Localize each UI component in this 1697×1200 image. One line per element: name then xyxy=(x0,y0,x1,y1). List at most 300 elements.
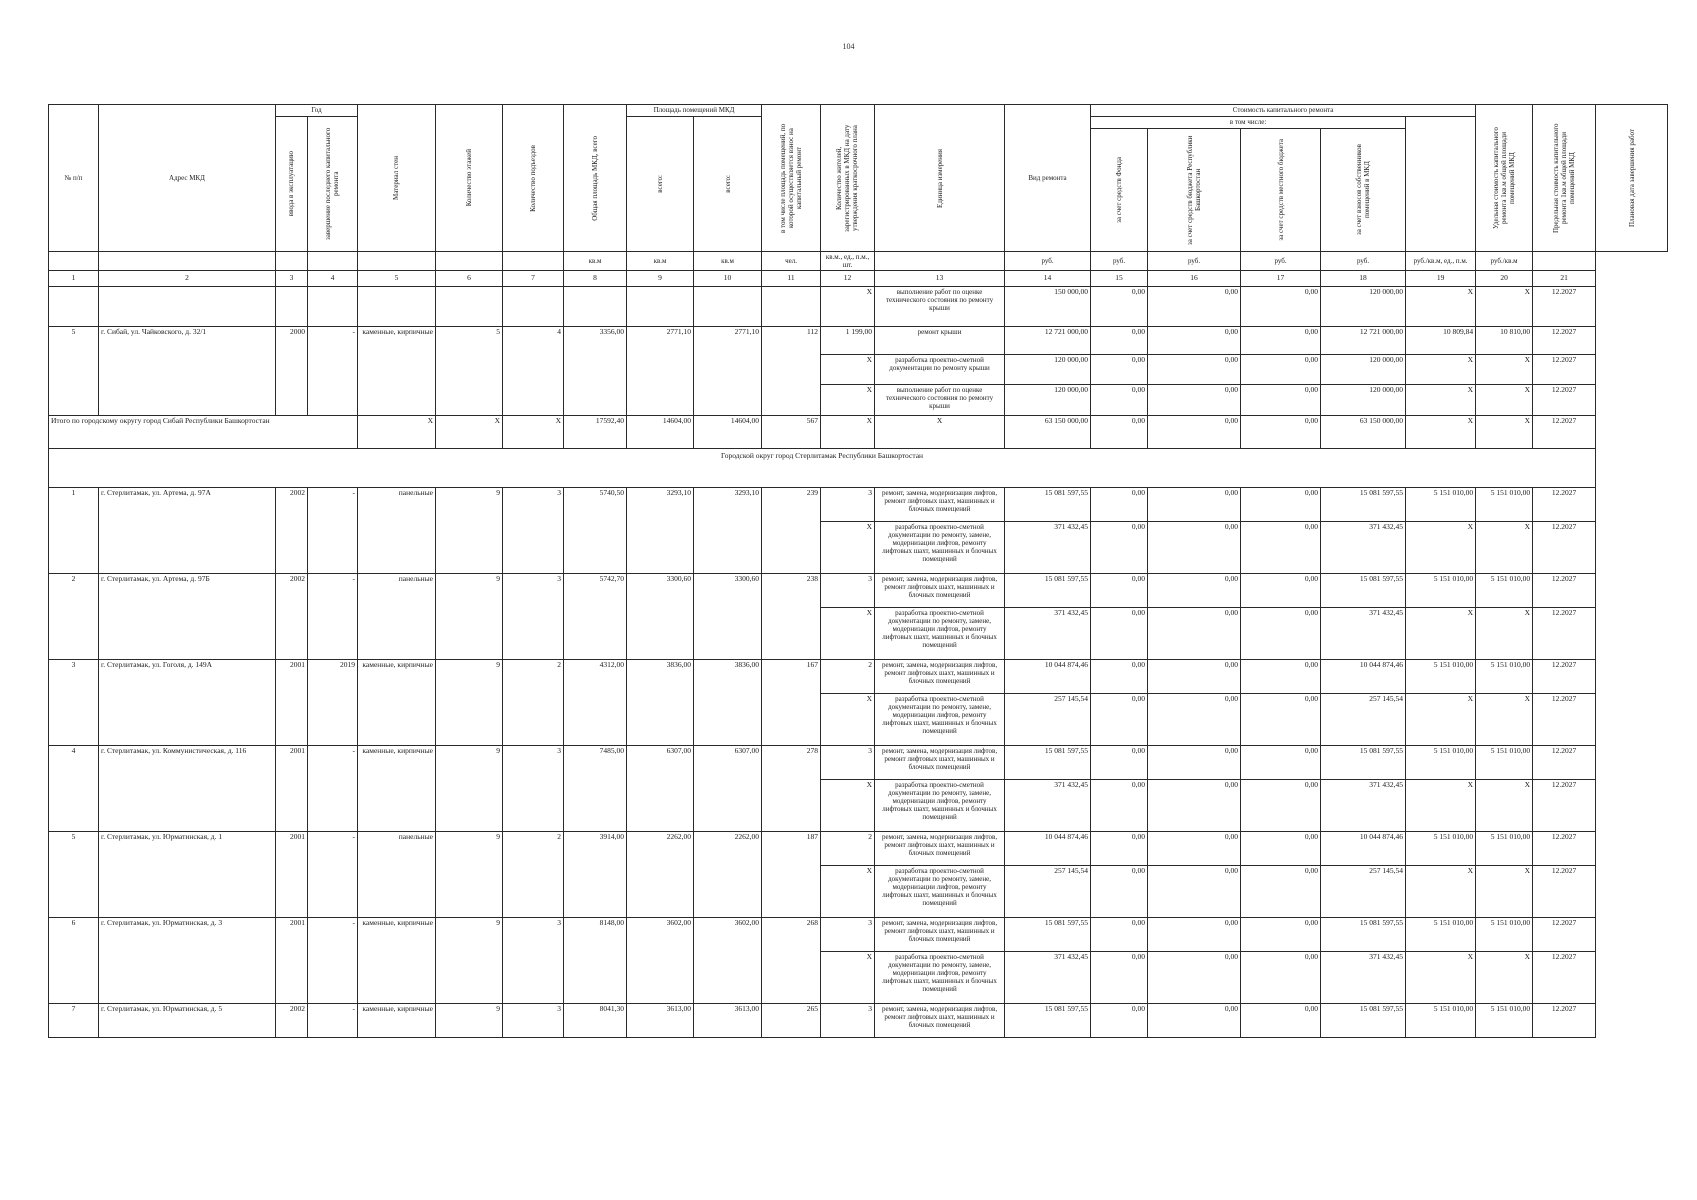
header-entrances: Количество подъездов xyxy=(503,105,564,252)
residents: 238 xyxy=(762,574,821,660)
total-wall: X xyxy=(358,416,436,449)
last-repair-year: - xyxy=(308,918,358,1004)
unit-cell: руб. xyxy=(1241,252,1321,271)
residents: 268 xyxy=(762,918,821,1004)
repair-type: разработка проектно-сметной документации по ремонту, замене, модернизации лифтов, ремонту лифтовых шахт, машинных и блочных помещений xyxy=(875,866,1005,918)
cost-republic: 0,00 xyxy=(1148,488,1241,522)
header-owners: за счет взносов собственников помещений в МКД xyxy=(1321,129,1406,252)
cost-fund: 0,00 xyxy=(1091,385,1148,416)
cost-republic: 0,00 xyxy=(1148,355,1241,385)
wall-material: каменные, кирпичные xyxy=(358,918,436,1004)
specific-cost: 5 151 010,00 xyxy=(1406,1004,1476,1038)
cost-local: 0,00 xyxy=(1241,746,1321,780)
cost-total: 257 145,54 xyxy=(1005,694,1091,746)
unit-value: X xyxy=(821,780,875,832)
cost-republic: 0,00 xyxy=(1148,694,1241,746)
cost-republic: 0,00 xyxy=(1148,385,1241,416)
plan-date: 12.2027 xyxy=(1533,780,1596,832)
unit-value: X xyxy=(821,355,875,385)
cost-republic: 0,00 xyxy=(1148,1004,1241,1038)
row-number: 4 xyxy=(49,746,99,832)
unit-cell: руб./кв.м, ед., п.м. xyxy=(1406,252,1476,271)
cost-republic: 0,00 xyxy=(1148,522,1241,574)
total-mb: 0,00 xyxy=(1241,416,1321,449)
cost-local: 0,00 xyxy=(1241,385,1321,416)
area-fee: 3836,00 xyxy=(694,660,762,746)
wall-material: каменные, кирпичные xyxy=(358,327,436,416)
cost-total: 371 432,45 xyxy=(1005,608,1091,660)
table-row xyxy=(49,832,1668,866)
area-all: 3602,00 xyxy=(627,918,694,1004)
column-number-cell: 21 xyxy=(1533,271,1596,287)
cost-local: 0,00 xyxy=(1241,832,1321,866)
max-cost: X xyxy=(1476,608,1533,660)
plan-date: 12.2027 xyxy=(1533,574,1596,608)
max-cost: X xyxy=(1476,780,1533,832)
column-number-cell: 12 xyxy=(821,271,875,287)
cost-total: 10 044 874,46 xyxy=(1005,660,1091,694)
cost-owners: 120 000,00 xyxy=(1321,287,1406,327)
floors: 9 xyxy=(436,660,503,746)
cost-owners: 257 145,54 xyxy=(1321,866,1406,918)
cost-republic: 0,00 xyxy=(1148,866,1241,918)
max-cost: 10 810,00 xyxy=(1476,327,1533,355)
cost-total: 15 081 597,55 xyxy=(1005,918,1091,952)
unit-value: X xyxy=(821,694,875,746)
cost-owners: 15 081 597,55 xyxy=(1321,1004,1406,1038)
last-repair-year: - xyxy=(308,327,358,416)
header-local-budget: за счет средств местного бюджета xyxy=(1241,129,1321,252)
unit-cell xyxy=(1533,252,1596,271)
cost-total: 371 432,45 xyxy=(1005,780,1091,832)
specific-cost: X xyxy=(1406,608,1476,660)
header-cost-total: всего: xyxy=(694,117,762,252)
cost-total: 371 432,45 xyxy=(1005,952,1091,1004)
row-number: 7 xyxy=(49,1004,99,1038)
column-number-cell: 16 xyxy=(1148,271,1241,287)
cost-owners: 12 721 000,00 xyxy=(1321,327,1406,355)
page-number: 104 xyxy=(842,42,855,51)
total-spec: X xyxy=(1406,416,1476,449)
column-number-cell: 15 xyxy=(1091,271,1148,287)
column-number-cell: 5 xyxy=(358,271,436,287)
cost-republic: 0,00 xyxy=(1148,952,1241,1004)
unit-value: X xyxy=(821,608,875,660)
total-area_all: 14604,00 xyxy=(627,416,694,449)
header-area-group: Площадь помещений МКД xyxy=(627,105,762,117)
cost-fund: 0,00 xyxy=(1091,287,1148,327)
cost-local: 0,00 xyxy=(1241,694,1321,746)
unit-cell: руб. xyxy=(1005,252,1091,271)
column-number-cell: 1 xyxy=(49,271,99,287)
table-row xyxy=(49,918,1668,952)
cost-fund: 0,00 xyxy=(1091,694,1148,746)
last-repair-year: - xyxy=(308,574,358,660)
total-area_fee: 14604,00 xyxy=(694,416,762,449)
column-number-cell: 8 xyxy=(564,271,627,287)
specific-cost: 5 151 010,00 xyxy=(1406,918,1476,952)
empty-cell xyxy=(436,287,503,327)
total-unit: X xyxy=(821,416,875,449)
column-number-cell: 7 xyxy=(503,271,564,287)
cost-owners: 15 081 597,55 xyxy=(1321,488,1406,522)
specific-cost: X xyxy=(1406,866,1476,918)
entrances: 3 xyxy=(503,746,564,832)
repair-plan-sheet xyxy=(48,104,1668,1038)
cost-total: 371 432,45 xyxy=(1005,522,1091,574)
total-date: 12.2027 xyxy=(1533,416,1596,449)
header-specific-cost: Удельная стоимость капитального ремонта 1кв.м общей площади помещений МКД xyxy=(1476,105,1533,252)
cost-owners: 371 432,45 xyxy=(1321,608,1406,660)
entrances: 4 xyxy=(503,327,564,416)
repair-type: выполнение работ по оценке технического состояния по ремонту крыши xyxy=(875,385,1005,416)
building-address: г. Стерлитамак, ул. Юрматинская, д. 3 xyxy=(99,918,276,1004)
repair-type: ремонт, замена, модернизация лифтов, ремонт лифтовых шахт, машинных и блочных помещений xyxy=(875,574,1005,608)
residents: 167 xyxy=(762,660,821,746)
unit-value: 3 xyxy=(821,746,875,780)
table-row xyxy=(49,287,1668,327)
cost-owners: 371 432,45 xyxy=(1321,780,1406,832)
header-fund: за счет средств Фонда xyxy=(1091,129,1148,252)
specific-cost: X xyxy=(1406,780,1476,832)
max-cost: X xyxy=(1476,385,1533,416)
unit-cell: руб. xyxy=(1148,252,1241,271)
column-number-cell: 3 xyxy=(276,271,308,287)
specific-cost: X xyxy=(1406,952,1476,1004)
cost-total: 120 000,00 xyxy=(1005,385,1091,416)
max-cost: X xyxy=(1476,355,1533,385)
wall-material: каменные, кирпичные xyxy=(358,660,436,746)
cost-local: 0,00 xyxy=(1241,287,1321,327)
unit-cell xyxy=(358,252,436,271)
header-plan-date: Плановая дата завершения работ xyxy=(1596,105,1668,252)
table-row xyxy=(49,488,1668,522)
repair-type: ремонт, замена, модернизация лифтов, ремонт лифтовых шахт, машинных и блочных помещений xyxy=(875,918,1005,952)
plan-date: 12.2027 xyxy=(1533,866,1596,918)
cost-fund: 0,00 xyxy=(1091,866,1148,918)
row-number: 1 xyxy=(49,488,99,574)
cost-republic: 0,00 xyxy=(1148,746,1241,780)
cost-owners: 257 145,54 xyxy=(1321,694,1406,746)
total-area: 4312,00 xyxy=(564,660,627,746)
cost-total: 10 044 874,46 xyxy=(1005,832,1091,866)
floors: 9 xyxy=(436,918,503,1004)
cost-total: 257 145,54 xyxy=(1005,866,1091,918)
column-number-cell: 11 xyxy=(762,271,821,287)
repair-type: разработка проектно-сметной документации по ремонту крыши xyxy=(875,355,1005,385)
cost-owners: 10 044 874,46 xyxy=(1321,832,1406,866)
repair-type: выполнение работ по оценке технического состояния по ремонту крыши xyxy=(875,287,1005,327)
cost-owners: 10 044 874,46 xyxy=(1321,660,1406,694)
total-area: 3914,00 xyxy=(564,832,627,918)
total-rb: 0,00 xyxy=(1148,416,1241,449)
entrances: 2 xyxy=(503,660,564,746)
commission-year: 2000 xyxy=(276,327,308,416)
last-repair-year: - xyxy=(308,1004,358,1038)
unit-cell xyxy=(436,252,503,271)
cost-fund: 0,00 xyxy=(1091,522,1148,574)
cost-local: 0,00 xyxy=(1241,918,1321,952)
specific-cost: 5 151 010,00 xyxy=(1406,746,1476,780)
total-area: 3356,00 xyxy=(564,327,627,416)
units-row xyxy=(49,252,1668,271)
specific-cost: X xyxy=(1406,385,1476,416)
unit-cell: руб. xyxy=(1091,252,1148,271)
column-number-cell: 19 xyxy=(1406,271,1476,287)
specific-cost: X xyxy=(1406,522,1476,574)
max-cost: 5 151 010,00 xyxy=(1476,918,1533,952)
unit-cell: кв.м xyxy=(564,252,627,271)
repair-type: ремонт, замена, модернизация лифтов, ремонт лифтовых шахт, машинных и блочных помещений xyxy=(875,1004,1005,1038)
total-max: X xyxy=(1476,416,1533,449)
plan-date: 12.2027 xyxy=(1533,488,1596,522)
specific-cost: 5 151 010,00 xyxy=(1406,574,1476,608)
plan-date: 12.2027 xyxy=(1533,660,1596,694)
area-fee: 3293,10 xyxy=(694,488,762,574)
last-repair-year: - xyxy=(308,746,358,832)
unit-value: X xyxy=(821,952,875,1004)
building-address: г. Стерлитамак, ул. Гоголя, д. 149А xyxy=(99,660,276,746)
repair-type: разработка проектно-сметной документации по ремонту, замене, модернизации лифтов, ремонту лифтовых шахт, машинных и блочных помещений xyxy=(875,608,1005,660)
unit-value: 3 xyxy=(821,1004,875,1038)
cost-fund: 0,00 xyxy=(1091,832,1148,866)
cost-republic: 0,00 xyxy=(1148,574,1241,608)
floors: 5 xyxy=(436,327,503,416)
column-number-cell: 14 xyxy=(1005,271,1091,287)
plan-date: 12.2027 xyxy=(1533,746,1596,780)
empty-cell xyxy=(276,287,308,327)
plan-date: 12.2027 xyxy=(1533,327,1596,355)
wall-material: панельные xyxy=(358,574,436,660)
plan-date: 12.2027 xyxy=(1533,952,1596,1004)
area-all: 6307,00 xyxy=(627,746,694,832)
plan-date: 12.2027 xyxy=(1533,355,1596,385)
area-all: 2262,00 xyxy=(627,832,694,918)
header-address: Адрес МКД xyxy=(99,105,276,252)
cost-republic: 0,00 xyxy=(1148,832,1241,866)
cost-local: 0,00 xyxy=(1241,780,1321,832)
residents: 278 xyxy=(762,746,821,832)
column-number-cell: 10 xyxy=(694,271,762,287)
area-fee: 2771,10 xyxy=(694,327,762,416)
cost-fund: 0,00 xyxy=(1091,488,1148,522)
unit-value: X xyxy=(821,287,875,327)
area-all: 3293,10 xyxy=(627,488,694,574)
max-cost: 5 151 010,00 xyxy=(1476,574,1533,608)
plan-date: 12.2027 xyxy=(1533,522,1596,574)
cost-local: 0,00 xyxy=(1241,522,1321,574)
cost-fund: 0,00 xyxy=(1091,327,1148,355)
specific-cost: X xyxy=(1406,287,1476,327)
residents: 239 xyxy=(762,488,821,574)
repair-type: ремонт крыши xyxy=(875,327,1005,355)
commission-year: 2002 xyxy=(276,1004,308,1038)
total-row xyxy=(49,416,1668,449)
specific-cost: 5 151 010,00 xyxy=(1406,660,1476,694)
header-floors: Количество этажей xyxy=(436,105,503,252)
cost-owners: 371 432,45 xyxy=(1321,952,1406,1004)
unit-value: X xyxy=(821,522,875,574)
max-cost: X xyxy=(1476,866,1533,918)
cost-fund: 0,00 xyxy=(1091,746,1148,780)
header-no: № п/п xyxy=(49,105,99,252)
cost-republic: 0,00 xyxy=(1148,287,1241,327)
total-area: 5740,50 xyxy=(564,488,627,574)
plan-date: 12.2027 xyxy=(1533,918,1596,952)
total-own: 63 150 000,00 xyxy=(1321,416,1406,449)
building-address: г. Стерлитамак, ул. Артема, д. 97А xyxy=(99,488,276,574)
last-repair-year: - xyxy=(308,488,358,574)
table-body xyxy=(49,287,1668,1038)
cost-fund: 0,00 xyxy=(1091,780,1148,832)
repair-type: ремонт, замена, модернизация лифтов, ремонт лифтовых шахт, машинных и блочных помещений xyxy=(875,746,1005,780)
cost-republic: 0,00 xyxy=(1148,660,1241,694)
entrances: 3 xyxy=(503,918,564,1004)
commission-year: 2001 xyxy=(276,918,308,1004)
unit-cell xyxy=(49,252,99,271)
plan-date: 12.2027 xyxy=(1533,694,1596,746)
wall-material: панельные xyxy=(358,488,436,574)
header-residents: Количество жителей, зарегистрированных в МКД на дату утверждения краткосрочного плана xyxy=(821,105,875,252)
empty-cell xyxy=(358,287,436,327)
total-area: 17592,40 xyxy=(564,416,627,449)
unit-cell xyxy=(875,252,1005,271)
plan-date: 12.2027 xyxy=(1533,832,1596,866)
total-total: 63 150 000,00 xyxy=(1005,416,1091,449)
plan-date: 12.2027 xyxy=(1533,608,1596,660)
total-floors: X xyxy=(436,416,503,449)
plan-date: 12.2027 xyxy=(1533,1004,1596,1038)
empty-cell xyxy=(694,287,762,327)
area-all: 3836,00 xyxy=(627,660,694,746)
plan-date: 12.2027 xyxy=(1533,287,1596,327)
unit-cell xyxy=(276,252,308,271)
max-cost: X xyxy=(1476,522,1533,574)
commission-year: 2002 xyxy=(276,574,308,660)
header-max-cost: Предельная стоимость капитального ремонта 1кв.м общей площади помещений МКД xyxy=(1533,105,1596,252)
section-title: Городской округ город Стерлитамак Республики Башкортостан xyxy=(49,449,1596,488)
max-cost: X xyxy=(1476,694,1533,746)
max-cost: 5 151 010,00 xyxy=(1476,746,1533,780)
repair-type: разработка проектно-сметной документации по ремонту, замене, модернизации лифтов, ремонту лифтовых шахт, машинных и блочных помещений xyxy=(875,952,1005,1004)
table-row xyxy=(49,574,1668,608)
cost-local: 0,00 xyxy=(1241,355,1321,385)
cost-owners: 120 000,00 xyxy=(1321,385,1406,416)
header-unit: Единица измерения xyxy=(875,105,1005,252)
total-area: 8041,30 xyxy=(564,1004,627,1038)
building-address: г. Стерлитамак, ул. Юрматинская, д. 5 xyxy=(99,1004,276,1038)
commission-year: 2002 xyxy=(276,488,308,574)
residents: 265 xyxy=(762,1004,821,1038)
row-number: 2 xyxy=(49,574,99,660)
row-number: 3 xyxy=(49,660,99,746)
cost-total: 12 721 000,00 xyxy=(1005,327,1091,355)
cost-owners: 120 000,00 xyxy=(1321,355,1406,385)
cost-fund: 0,00 xyxy=(1091,952,1148,1004)
building-address: г. Стерлитамак, ул. Юрматинская, д. 1 xyxy=(99,832,276,918)
empty-cell xyxy=(762,287,821,327)
wall-material: каменные, кирпичные xyxy=(358,1004,436,1038)
empty-cell xyxy=(99,287,276,327)
floors: 9 xyxy=(436,832,503,918)
cost-local: 0,00 xyxy=(1241,574,1321,608)
header-last-repair: завершение последнего капитального ремонта xyxy=(308,117,358,252)
unit-cell: руб. xyxy=(1321,252,1406,271)
column-number-cell: 20 xyxy=(1476,271,1533,287)
last-repair-year: 2019 xyxy=(308,660,358,746)
residents: 187 xyxy=(762,832,821,918)
cost-total: 15 081 597,55 xyxy=(1005,1004,1091,1038)
area-fee: 2262,00 xyxy=(694,832,762,918)
entrances: 2 xyxy=(503,832,564,918)
total-area: 7485,00 xyxy=(564,746,627,832)
empty-cell xyxy=(503,287,564,327)
column-number-cell: 6 xyxy=(436,271,503,287)
total-area: 5742,70 xyxy=(564,574,627,660)
header-commission: ввода в эксплуатацию xyxy=(276,117,308,252)
building-address: г. Сибай, ул. Чайковского, д. 32/1 xyxy=(99,327,276,416)
table-row xyxy=(49,746,1668,780)
header-wall: Материал стен xyxy=(358,105,436,252)
cost-republic: 0,00 xyxy=(1148,608,1241,660)
column-number-cell: 17 xyxy=(1241,271,1321,287)
cost-owners: 15 081 597,55 xyxy=(1321,746,1406,780)
building-address: г. Стерлитамак, ул. Артема, д. 97Б xyxy=(99,574,276,660)
max-cost: 5 151 010,00 xyxy=(1476,488,1533,522)
cost-owners: 15 081 597,55 xyxy=(1321,918,1406,952)
commission-year: 2001 xyxy=(276,660,308,746)
unit-cell: кв.м., ед., п.м., шт. xyxy=(821,252,875,271)
cost-total: 15 081 597,55 xyxy=(1005,574,1091,608)
residents: 112 xyxy=(762,327,821,416)
max-cost: 5 151 010,00 xyxy=(1476,832,1533,866)
cost-republic: 0,00 xyxy=(1148,918,1241,952)
specific-cost: X xyxy=(1406,355,1476,385)
area-all: 3300,60 xyxy=(627,574,694,660)
specific-cost: X xyxy=(1406,694,1476,746)
repair-type: ремонт, замена, модернизация лифтов, ремонт лифтовых шахт, машинных и блочных помещений xyxy=(875,660,1005,694)
unit-cell: кв.м xyxy=(694,252,762,271)
cost-local: 0,00 xyxy=(1241,1004,1321,1038)
max-cost: X xyxy=(1476,287,1533,327)
unit-value: X xyxy=(821,385,875,416)
area-fee: 3613,00 xyxy=(694,1004,762,1038)
cost-local: 0,00 xyxy=(1241,608,1321,660)
table-row xyxy=(49,1004,1668,1038)
area-all: 2771,10 xyxy=(627,327,694,416)
cost-total: 15 081 597,55 xyxy=(1005,746,1091,780)
repair-type: ремонт, замена, модернизация лифтов, ремонт лифтовых шахт, машинных и блочных помещений xyxy=(875,832,1005,866)
header-total-area: Общая площадь МКД, всего xyxy=(564,105,627,252)
max-cost: X xyxy=(1476,952,1533,1004)
row-number: 5 xyxy=(49,832,99,918)
floors: 9 xyxy=(436,746,503,832)
commission-year: 2001 xyxy=(276,832,308,918)
total-resid: 567 xyxy=(762,416,821,449)
area-fee: 6307,00 xyxy=(694,746,762,832)
header-incl-group: в том числе: xyxy=(1091,117,1406,129)
cost-owners: 15 081 597,55 xyxy=(1321,574,1406,608)
unit-value: 2 xyxy=(821,832,875,866)
unit-cell xyxy=(99,252,276,271)
plan-date: 12.2027 xyxy=(1533,385,1596,416)
cost-fund: 0,00 xyxy=(1091,1004,1148,1038)
area-fee: 3602,00 xyxy=(694,918,762,1004)
cost-owners: 371 432,45 xyxy=(1321,522,1406,574)
header-republic-budget: за счет средств бюджета Республики Башкортостан xyxy=(1148,129,1241,252)
header-year-group: Год xyxy=(276,105,358,117)
last-repair-year: - xyxy=(308,832,358,918)
